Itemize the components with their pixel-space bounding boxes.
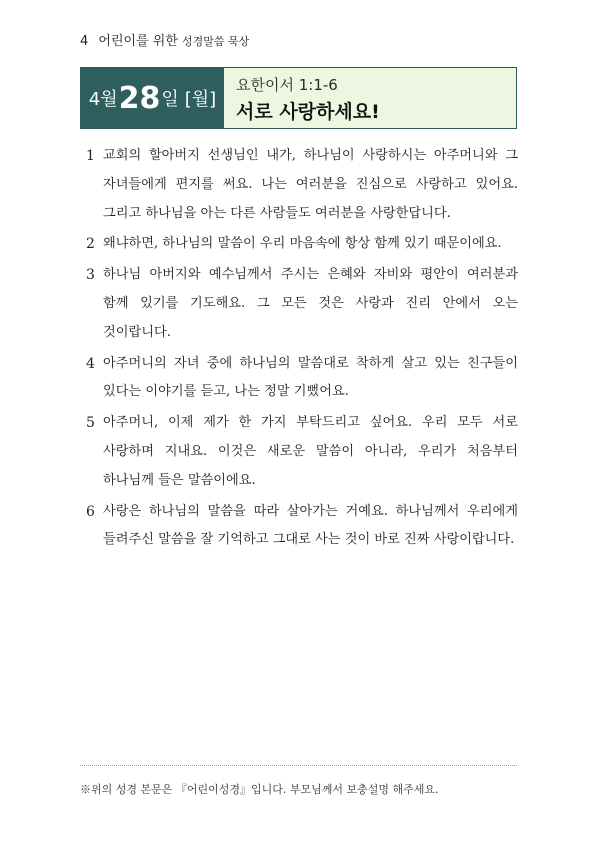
verse-number: 2: [86, 236, 95, 253]
date-month: 4월: [88, 89, 118, 110]
date-title-banner: [80, 67, 517, 129]
devotion-title: 서로 사랑하세요!: [236, 101, 380, 123]
verse-number: 1: [86, 148, 95, 164]
date-day-unit: 일: [161, 89, 179, 110]
scripture-reference: 요한이서 1:1-6: [236, 76, 338, 94]
verse-list: [86, 142, 518, 557]
verse-text: 교회의 할아버지 선생님인 내가, 하나님이 사랑하시는 아주머니와 그 자녀들에게 편지를 써요. 나는 여러분을 진심으로 사랑하고 있어요. 그리고 하나님을 아는 다른 사람들도 여러분을 사랑한답니다.: [103, 148, 518, 221]
verse-item: [86, 350, 518, 408]
book-title: 어린이를 위한: [98, 34, 178, 49]
verse-item: [86, 142, 518, 228]
verse-number: 6: [86, 503, 95, 520]
verse-text: 왜냐하면, 하나님의 말씀이 우리 마음속에 항상 함께 있기 때문이에요.: [103, 236, 502, 252]
verse-number: 3: [86, 267, 95, 284]
verse-number: 4: [86, 355, 95, 372]
verse-text: 사랑은 하나님의 말씀을 따라 살아가는 거예요. 하나님께서 우리에게 들려주신 말씀을 잘 기억하고 그대로 사는 것이 바로 진짜 사랑이랍니다.: [103, 503, 518, 548]
verse-item: [86, 230, 518, 259]
page-number: 4: [80, 34, 89, 49]
verse-text: 아주머니의 자녀 중에 하나님의 말씀대로 착하게 살고 있는 친구들이 있다는 이야기를 듣고, 나는 정말 기뻤어요.: [103, 355, 518, 400]
book-subtitle: 성경말씀 묵상: [182, 35, 250, 48]
title-box: [224, 68, 516, 128]
footnote: ※위의 성경 본문은 『어린이성경』입니다. 부모님께서 보충설명 해주세요.: [80, 783, 439, 796]
verse-item: [86, 261, 518, 347]
verse-text: 아주머니, 이제 제가 한 가지 부탁드리고 싶어요. 우리 모두 서로 사랑하며 지내요. 이것은 새로운 말씀이 아니라, 우리가 처음부터 하나님께 들은 말씀이에요.: [103, 415, 518, 488]
verse-item: [86, 409, 518, 495]
running-header: [80, 30, 249, 49]
verse-text: 하나님 아버지와 예수님께서 주시는 은혜와 자비와 평안이 여러분과 함께 있기를 기도해요. 그 모든 것은 사랑과 진리 안에서 오는 것이랍니다.: [103, 267, 518, 340]
date-day: 28: [118, 80, 161, 116]
date-weekday: [월]: [184, 89, 217, 110]
footnote-divider: [80, 765, 517, 766]
date-box: [81, 68, 224, 128]
verse-number: 5: [86, 415, 95, 432]
verse-item: [86, 498, 518, 556]
